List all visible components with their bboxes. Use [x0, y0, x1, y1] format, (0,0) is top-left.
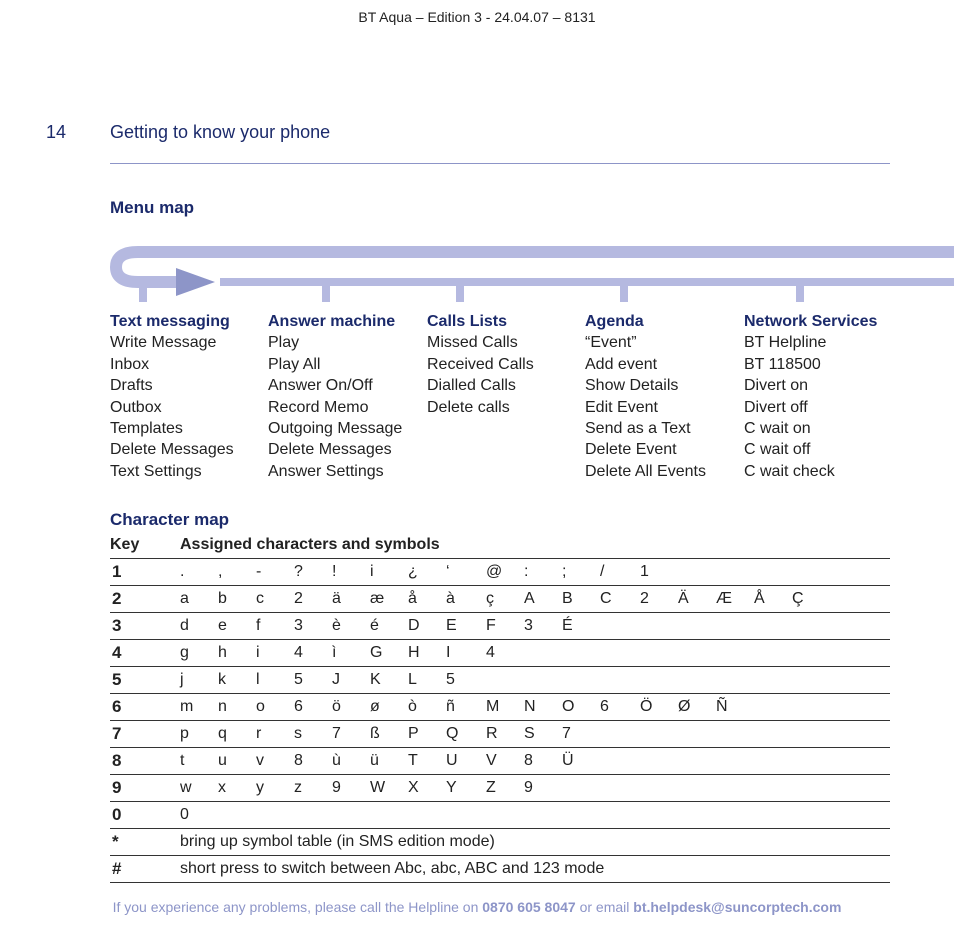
table-row [110, 747, 890, 774]
char-cell: 2 [294, 590, 303, 607]
menu-item: Delete Messages [268, 441, 392, 459]
key-column-header: Key [110, 536, 140, 553]
footer-text: If you experience any problems, please call the Helpline on [112, 899, 483, 915]
menu-flow-arrow [176, 268, 215, 296]
char-cell: x [218, 779, 226, 796]
key-label: 6 [112, 697, 122, 716]
char-cell: i [256, 644, 260, 661]
char-cell: 0 [180, 806, 189, 823]
key-label: 1 [112, 562, 122, 581]
char-cell: Ø [678, 698, 691, 715]
char-cell: Q [446, 725, 459, 742]
key-label: 0 [112, 805, 122, 824]
menu-column [110, 311, 234, 482]
menu-item: C wait off [744, 441, 811, 459]
char-cell: å [408, 590, 417, 607]
table-row [110, 666, 890, 693]
key-label: 8 [112, 751, 122, 770]
key-description: bring up symbol table (in SMS edition mode) [180, 833, 495, 850]
char-cell: O [562, 698, 575, 715]
char-cell: 8 [294, 752, 303, 769]
char-cell: c [256, 590, 264, 607]
char-cell: Z [486, 779, 496, 796]
header-divider [110, 163, 890, 164]
key-label: * [112, 832, 119, 851]
menu-item: Text Settings [110, 462, 202, 480]
menu-item: Write Message [110, 334, 217, 352]
char-cell: 4 [486, 644, 495, 661]
char-cell: ! [332, 563, 337, 580]
table-row [110, 801, 890, 828]
menu-column [268, 311, 402, 482]
char-cell: E [446, 617, 457, 634]
char-cell: ; [562, 563, 567, 580]
table-row [110, 855, 890, 883]
key-label: # [112, 859, 122, 878]
char-cell: k [218, 671, 226, 688]
char-cell: @ [486, 563, 503, 580]
menu-connector-3 [456, 280, 464, 302]
menu-item: “Event” [585, 334, 637, 352]
menu-item: Inbox [110, 355, 150, 373]
char-cell: 9 [524, 779, 533, 796]
char-cell: ì [332, 644, 337, 661]
key-label: 7 [112, 724, 122, 743]
char-cell: l [256, 671, 260, 688]
menu-item: C wait on [744, 420, 811, 438]
menu-column-heading: Text messaging [110, 313, 230, 330]
char-cell: f [256, 617, 261, 634]
char-cell: m [180, 698, 194, 715]
table-row [110, 585, 890, 612]
footer-helpline [0, 899, 954, 915]
char-cell: J [332, 671, 340, 688]
char-cell: 4 [294, 644, 303, 661]
char-cell: ‘ [446, 563, 450, 580]
char-cell: 6 [600, 698, 609, 715]
key-label: 3 [112, 616, 122, 635]
helpline-phone: 0870 605 8047 [482, 899, 576, 915]
menu-item: Divert on [744, 377, 809, 395]
char-cell: q [218, 725, 227, 742]
char-cell: s [294, 725, 302, 742]
menu-item: Delete All Events [585, 462, 706, 480]
menu-column-heading: Answer machine [268, 313, 396, 330]
char-cell: : [524, 563, 529, 580]
char-cell: 1 [640, 563, 649, 580]
char-cell: X [408, 779, 419, 796]
char-cell: ß [370, 725, 380, 742]
menu-column-heading: Calls Lists [427, 313, 508, 330]
char-cell: r [256, 725, 262, 742]
char-cell: p [180, 725, 189, 742]
char-cell: G [370, 644, 383, 661]
menu-item: Drafts [110, 377, 153, 395]
menu-item: Send as a Text [585, 420, 691, 438]
char-cell: 7 [332, 725, 341, 742]
char-cell: d [180, 617, 189, 634]
char-cell: ù [332, 752, 341, 769]
menu-item: BT Helpline [744, 334, 827, 352]
table-row [110, 774, 890, 801]
char-cell: g [180, 644, 189, 661]
character-map-header [110, 536, 890, 558]
char-cell: N [524, 698, 536, 715]
char-cell: S [524, 725, 535, 742]
char-cell: 2 [640, 590, 649, 607]
char-cell: M [486, 698, 500, 715]
key-label: 2 [112, 589, 122, 608]
char-cell: F [486, 617, 496, 634]
char-cell: ç [486, 590, 494, 607]
char-cell: ü [370, 752, 379, 769]
char-cell: z [294, 779, 302, 796]
menu-item: Play All [268, 355, 321, 373]
footer-text-middle: or email [575, 899, 634, 915]
char-cell: ö [332, 698, 341, 715]
char-cell: Æ [716, 590, 732, 607]
table-row [110, 558, 890, 585]
chars-column-header: Assigned characters and symbols [180, 536, 440, 553]
table-row [110, 828, 890, 855]
menu-item: Missed Calls [427, 334, 518, 352]
key-label: 4 [112, 643, 122, 662]
char-cell: o [256, 698, 265, 715]
char-cell: 3 [294, 617, 303, 634]
character-map-table [110, 558, 890, 883]
char-cell: 7 [562, 725, 571, 742]
char-cell: . [180, 563, 185, 580]
char-cell: 6 [294, 698, 303, 715]
table-row [110, 639, 890, 666]
char-cell: v [256, 752, 264, 769]
key-label: 5 [112, 670, 122, 689]
char-cell: w [180, 779, 192, 796]
menu-connector-5 [796, 280, 804, 302]
table-row [110, 693, 890, 720]
key-label: 9 [112, 778, 122, 797]
char-cell: É [562, 617, 573, 634]
edition-header: BT Aqua – Edition 3 - 24.04.07 – 8131 [358, 9, 596, 25]
char-cell: n [218, 698, 227, 715]
char-cell: t [180, 752, 185, 769]
section-title: Getting to know your phone [110, 122, 331, 142]
char-cell: L [408, 671, 417, 688]
menu-item: Templates [110, 420, 183, 438]
char-cell: é [370, 617, 379, 634]
table-row [110, 720, 890, 747]
char-cell: æ [370, 590, 385, 607]
menu-item: Delete Event [585, 441, 677, 459]
page-number: 14 [46, 122, 67, 142]
menu-item: Show Details [585, 377, 679, 395]
menu-item: Delete Messages [110, 441, 234, 459]
menu-item: Answer Settings [268, 462, 384, 480]
char-cell: - [256, 563, 262, 580]
menu-item: BT 118500 [744, 355, 821, 373]
character-map-title: Character map [110, 510, 230, 529]
char-cell: è [332, 617, 341, 634]
menu-item: Record Memo [268, 398, 369, 416]
menu-item: Add event [585, 355, 658, 373]
char-cell: 9 [332, 779, 341, 796]
menu-item: Delete calls [427, 398, 510, 416]
char-cell: I [446, 644, 451, 661]
char-cell: Y [446, 779, 457, 796]
char-cell: ø [370, 698, 380, 715]
char-cell: T [408, 752, 418, 769]
char-cell: i [370, 563, 374, 580]
char-cell: , [218, 563, 223, 580]
menu-item: Outbox [110, 398, 162, 416]
char-cell: V [486, 752, 497, 769]
key-description: short press to switch between Abc, abc, ABC and 123 mode [180, 860, 605, 877]
char-cell: 5 [446, 671, 455, 688]
char-cell: b [218, 590, 227, 607]
menu-item: Divert off [744, 398, 808, 416]
char-cell: Ü [562, 752, 574, 769]
char-cell: ñ [446, 698, 455, 715]
char-cell: U [446, 752, 458, 769]
menu-item: Outgoing Message [268, 420, 403, 438]
menu-column [427, 311, 534, 418]
char-cell: Ä [678, 590, 689, 607]
menu-column-heading: Network Services [744, 313, 878, 330]
menu-connector-4 [620, 280, 628, 302]
char-cell: y [256, 779, 264, 796]
char-cell: W [370, 779, 386, 796]
char-cell: ¿ [408, 563, 418, 580]
char-cell: R [486, 725, 498, 742]
char-cell: ò [408, 698, 417, 715]
menu-item: C wait check [744, 462, 835, 480]
menu-map-title: Menu map [110, 198, 195, 217]
menu-connector-1 [139, 280, 147, 302]
char-cell: e [218, 617, 227, 634]
menu-column [585, 311, 706, 482]
menu-connector-2 [322, 280, 330, 302]
char-cell: ? [294, 563, 303, 580]
char-cell: j [180, 671, 184, 688]
char-cell: P [408, 725, 419, 742]
char-cell: 8 [524, 752, 533, 769]
menu-item: Play [268, 334, 300, 352]
menu-flow-diagram [100, 240, 954, 305]
char-cell: D [408, 617, 420, 634]
table-row [110, 612, 890, 639]
menu-column-heading: Agenda [585, 313, 644, 330]
char-cell: Å [754, 590, 765, 607]
menu-item: Dialled Calls [427, 377, 516, 395]
char-cell: A [524, 590, 535, 607]
char-cell: à [446, 590, 455, 607]
char-cell: C [600, 590, 612, 607]
char-cell: / [600, 563, 605, 580]
menu-item: Edit Event [585, 398, 658, 416]
menu-item: Answer On/Off [268, 377, 373, 395]
char-cell: ä [332, 590, 341, 607]
char-cell: K [370, 671, 381, 688]
char-cell: B [562, 590, 573, 607]
helpdesk-email: bt.helpdesk@suncorptech.com [633, 899, 842, 915]
menu-flow-loop [116, 252, 954, 282]
char-cell: Ö [640, 698, 653, 715]
char-cell: 5 [294, 671, 303, 688]
char-cell: u [218, 752, 227, 769]
menu-item: Received Calls [427, 355, 534, 373]
char-cell: h [218, 644, 227, 661]
char-cell: 3 [524, 617, 533, 634]
char-cell: Ç [792, 590, 804, 607]
menu-column [744, 311, 877, 482]
char-cell: a [180, 590, 189, 607]
char-cell: Ñ [716, 698, 728, 715]
char-cell: H [408, 644, 420, 661]
